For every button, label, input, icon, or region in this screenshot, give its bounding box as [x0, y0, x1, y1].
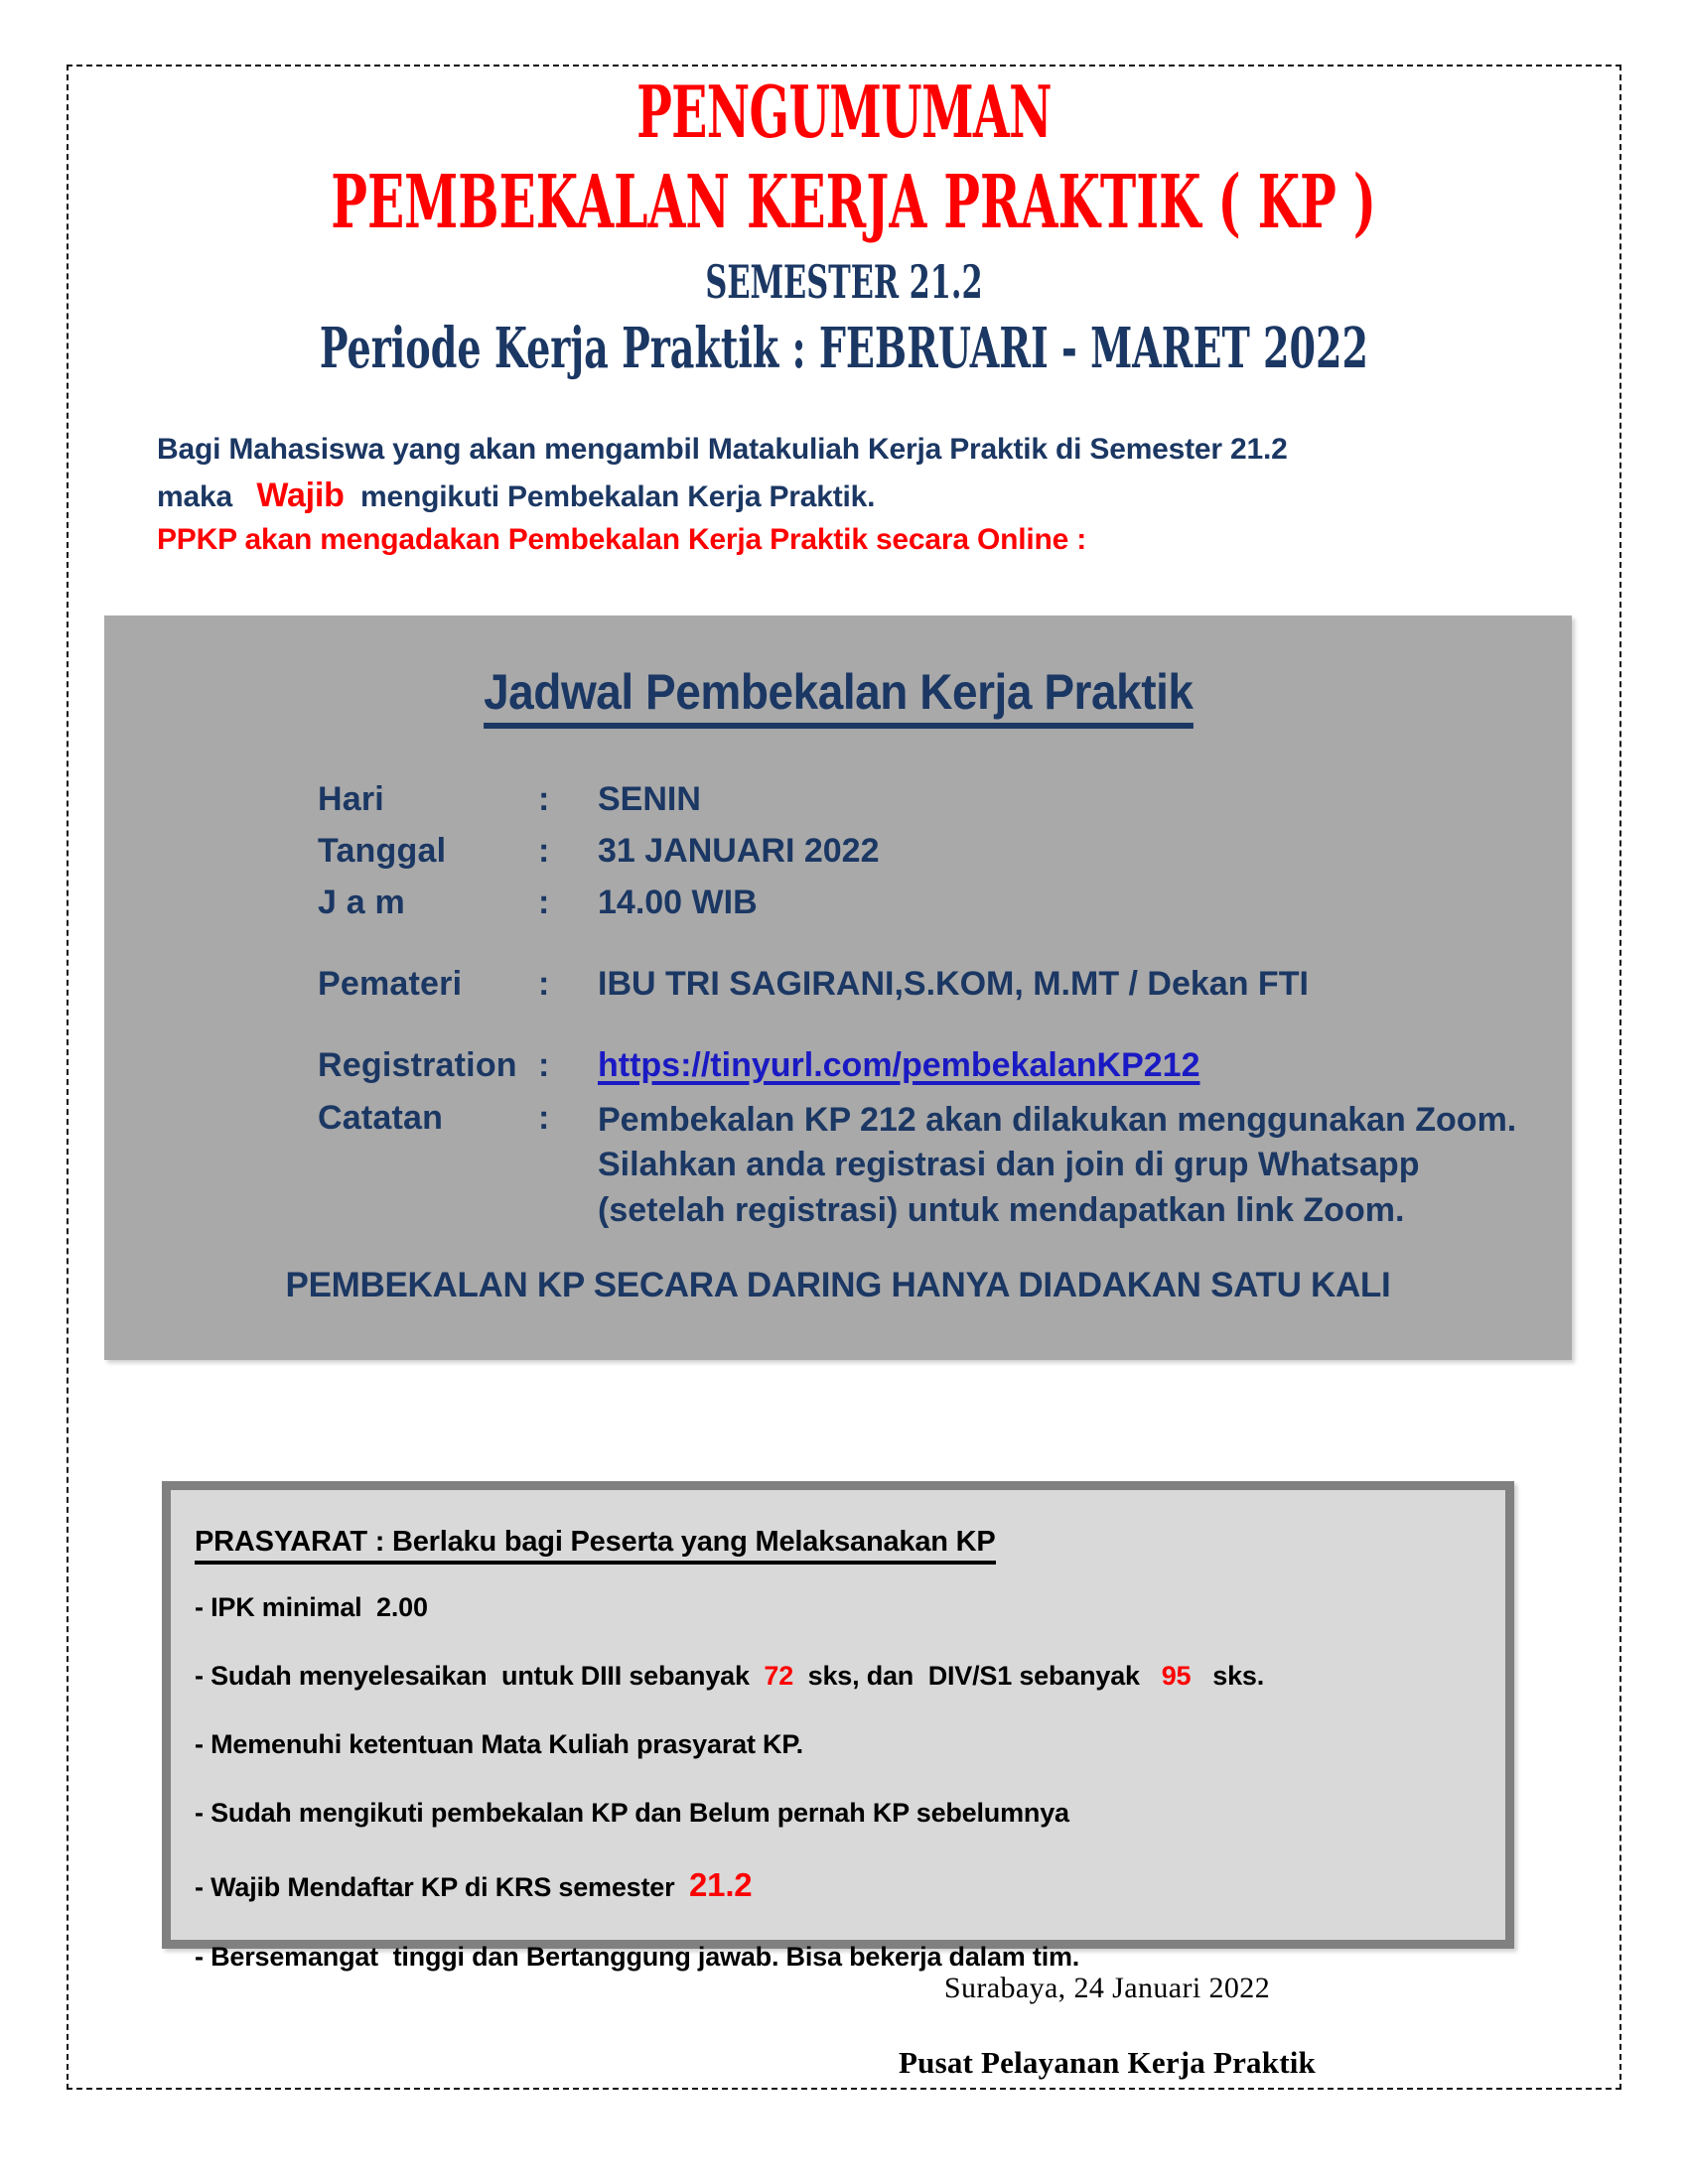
- prerequisite-item-semangat-text: - Bersemangat tinggi dan Bertanggung jawab. Bisa bekerja dalam tim.: [195, 1942, 1080, 1972]
- intro-paragraph: [157, 429, 1547, 561]
- signature-block: [695, 1972, 1519, 2081]
- schedule-label-registration: Registration: [318, 1046, 517, 1085]
- schedule-colon-catatan: :: [538, 1098, 550, 1137]
- schedule-label-catatan: Catatan: [318, 1098, 444, 1137]
- schedule-value-jam: 14.00 WIB: [598, 884, 758, 922]
- schedule-label-pemateri: Pemateri: [318, 965, 463, 1004]
- prerequisite-list: [195, 1592, 1505, 1973]
- schedule-row-jam: [318, 883, 1539, 922]
- schedule-rows: [318, 779, 1539, 1234]
- headline-block: [67, 69, 1621, 381]
- prerequisite-item-sks: [195, 1661, 1505, 1692]
- schedule-row-registration: [318, 1045, 1539, 1085]
- intro-line-2-after: mengikuti Pembekalan Kerja Praktik.: [360, 479, 876, 513]
- schedule-label-tanggal: Tanggal: [318, 832, 447, 871]
- prerequisite-item-semangat: [195, 1942, 1505, 1973]
- schedule-value-catatan: Pembekalan KP 212 akan dilakukan menggunakan Zoom. Silahkan anda registrasi dan join di grup Whatsapp (setelah registrasi) untuk mendapatkan link Zoom.: [598, 1100, 1517, 1230]
- prerequisite-item-sks-after: sks.: [1191, 1661, 1265, 1691]
- prerequisite-item-sks-before: - Sudah menyelesaikan untuk DIII sebanyak: [195, 1661, 765, 1691]
- schedule-row-tanggal: [318, 831, 1539, 871]
- schedule-colon-registration: :: [538, 1046, 550, 1085]
- registration-link[interactable]: https://tinyurl.com/pembekalanKP212: [598, 1046, 1200, 1085]
- schedule-panel: [104, 615, 1572, 1360]
- prerequisite-item-sks-middle: sks, dan DIV/S1 sebanyak: [793, 1661, 1162, 1691]
- prerequisite-item-pembekalan: [195, 1798, 1505, 1829]
- schedule-label-jam: J a m: [318, 884, 405, 922]
- schedule-colon-hari: :: [538, 780, 550, 818]
- prerequisite-box: [162, 1481, 1514, 1972]
- intro-line-2: [157, 472, 1547, 519]
- intro-line-3: PPKP akan mengadakan Pembekalan Kerja Praktik secara Online :: [157, 522, 1087, 556]
- prerequisite-krs-semester-value: 21.2: [689, 1866, 753, 1903]
- period-line: Periode Kerja Praktik : FEBRUARI - MARET 2022: [319, 315, 1369, 381]
- schedule-colon-jam: :: [538, 884, 550, 922]
- schedule-colon-pemateri: :: [538, 965, 550, 1004]
- prerequisite-item-pembekalan-text: - Sudah mengikuti pembekalan KP dan Belum pernah KP sebelumnya: [195, 1798, 1069, 1828]
- schedule-label-hari: Hari: [318, 780, 384, 818]
- prerequisite-item-matakuliah-text: - Memenuhi ketentuan Mata Kuliah prasyarat KP.: [195, 1729, 803, 1759]
- schedule-value-tanggal: 31 JANUARI 2022: [598, 832, 880, 871]
- schedule-heading-text: Jadwal Pembekalan Kerja Praktik: [484, 663, 1193, 729]
- intro-emphasis-wajib: Wajib: [256, 476, 345, 514]
- schedule-row-pemateri: [318, 964, 1539, 1004]
- prerequisite-sks-div-s1-value: 95: [1161, 1661, 1192, 1691]
- prerequisite-inner: [171, 1490, 1505, 1973]
- schedule-colon-tanggal: :: [538, 832, 550, 871]
- prerequisite-item-krs-before: - Wajib Mendaftar KP di KRS semester: [195, 1872, 690, 1902]
- signature-place-date: Surabaya, 24 Januari 2022: [943, 1972, 1271, 2004]
- schedule-heading: [104, 663, 1572, 729]
- prerequisite-item-matakuliah: [195, 1729, 1505, 1760]
- semester-line: SEMESTER 21.2: [705, 254, 983, 309]
- prerequisite-sks-diii-value: 72: [764, 1661, 794, 1691]
- schedule-row-catatan: [318, 1098, 1539, 1235]
- signature-office: Pusat Pelayanan Kerja Praktik: [899, 2045, 1316, 2080]
- prerequisite-heading: PRASYARAT : Berlaku bagi Peserta yang Melaksanakan KP: [195, 1526, 996, 1565]
- prerequisite-item-ipk-text: - IPK minimal 2.00: [195, 1592, 428, 1622]
- intro-line-1: Bagi Mahasiswa yang akan mengambil Matakuliah Kerja Praktik di Semester 21.2: [157, 433, 1288, 466]
- page-title: PENGUMUMAN: [636, 69, 1052, 154]
- intro-line-2-before: maka: [157, 479, 232, 513]
- prerequisite-item-krs: [195, 1866, 1505, 1904]
- schedule-value-pemateri: IBU TRI SAGIRANI,S.KOM, M.MT / Dekan FTI: [598, 965, 1309, 1004]
- schedule-value-hari: SENIN: [598, 780, 701, 818]
- schedule-row-hari: [318, 779, 1539, 819]
- prerequisite-item-ipk: [195, 1592, 1505, 1623]
- page-subtitle: PEMBEKALAN KERJA PRAKTIK ( KP ): [331, 159, 1376, 245]
- schedule-footnote: PEMBEKALAN KP SECARA DARING HANYA DIADAKAN SATU KALI: [285, 1266, 1391, 1304]
